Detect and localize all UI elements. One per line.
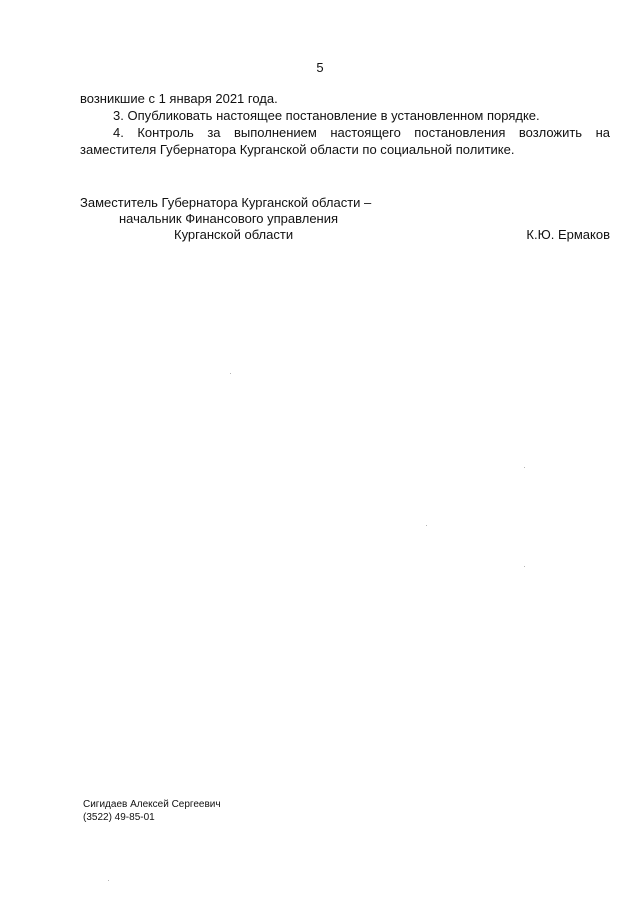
signer-name: К.Ю. Ермаков <box>526 227 610 242</box>
scan-speck <box>108 880 109 881</box>
signer-position-line-1: Заместитель Губернатора Курганской области – <box>80 195 372 210</box>
signer-position-line-3: Курганской области <box>174 227 294 242</box>
paragraph-item-4: 4. Контроль за выполнением настоящего постановления возложить на заместителя Губернатора Курганской области по социальной политике. <box>80 125 610 157</box>
document-body <box>80 90 610 158</box>
page-number: 5 <box>316 60 324 75</box>
signature-block <box>80 195 610 243</box>
executor-phone: (3522) 49-85-01 <box>83 812 155 823</box>
paragraph-item-3: 3. Опубликовать настоящее постановление в установленном порядке. <box>113 108 540 123</box>
scan-speck <box>524 467 525 468</box>
executor-name: Сигидаев Алексей Сергеевич <box>83 799 221 810</box>
scan-speck <box>230 373 231 374</box>
scan-speck <box>426 525 427 526</box>
scan-speck <box>524 566 525 567</box>
paragraph-continuation: возникшие с 1 января 2021 года. <box>80 91 278 106</box>
signer-position-line-2: начальник Финансового управления <box>119 211 339 226</box>
executor-info <box>83 798 221 824</box>
signer-row <box>80 227 610 243</box>
